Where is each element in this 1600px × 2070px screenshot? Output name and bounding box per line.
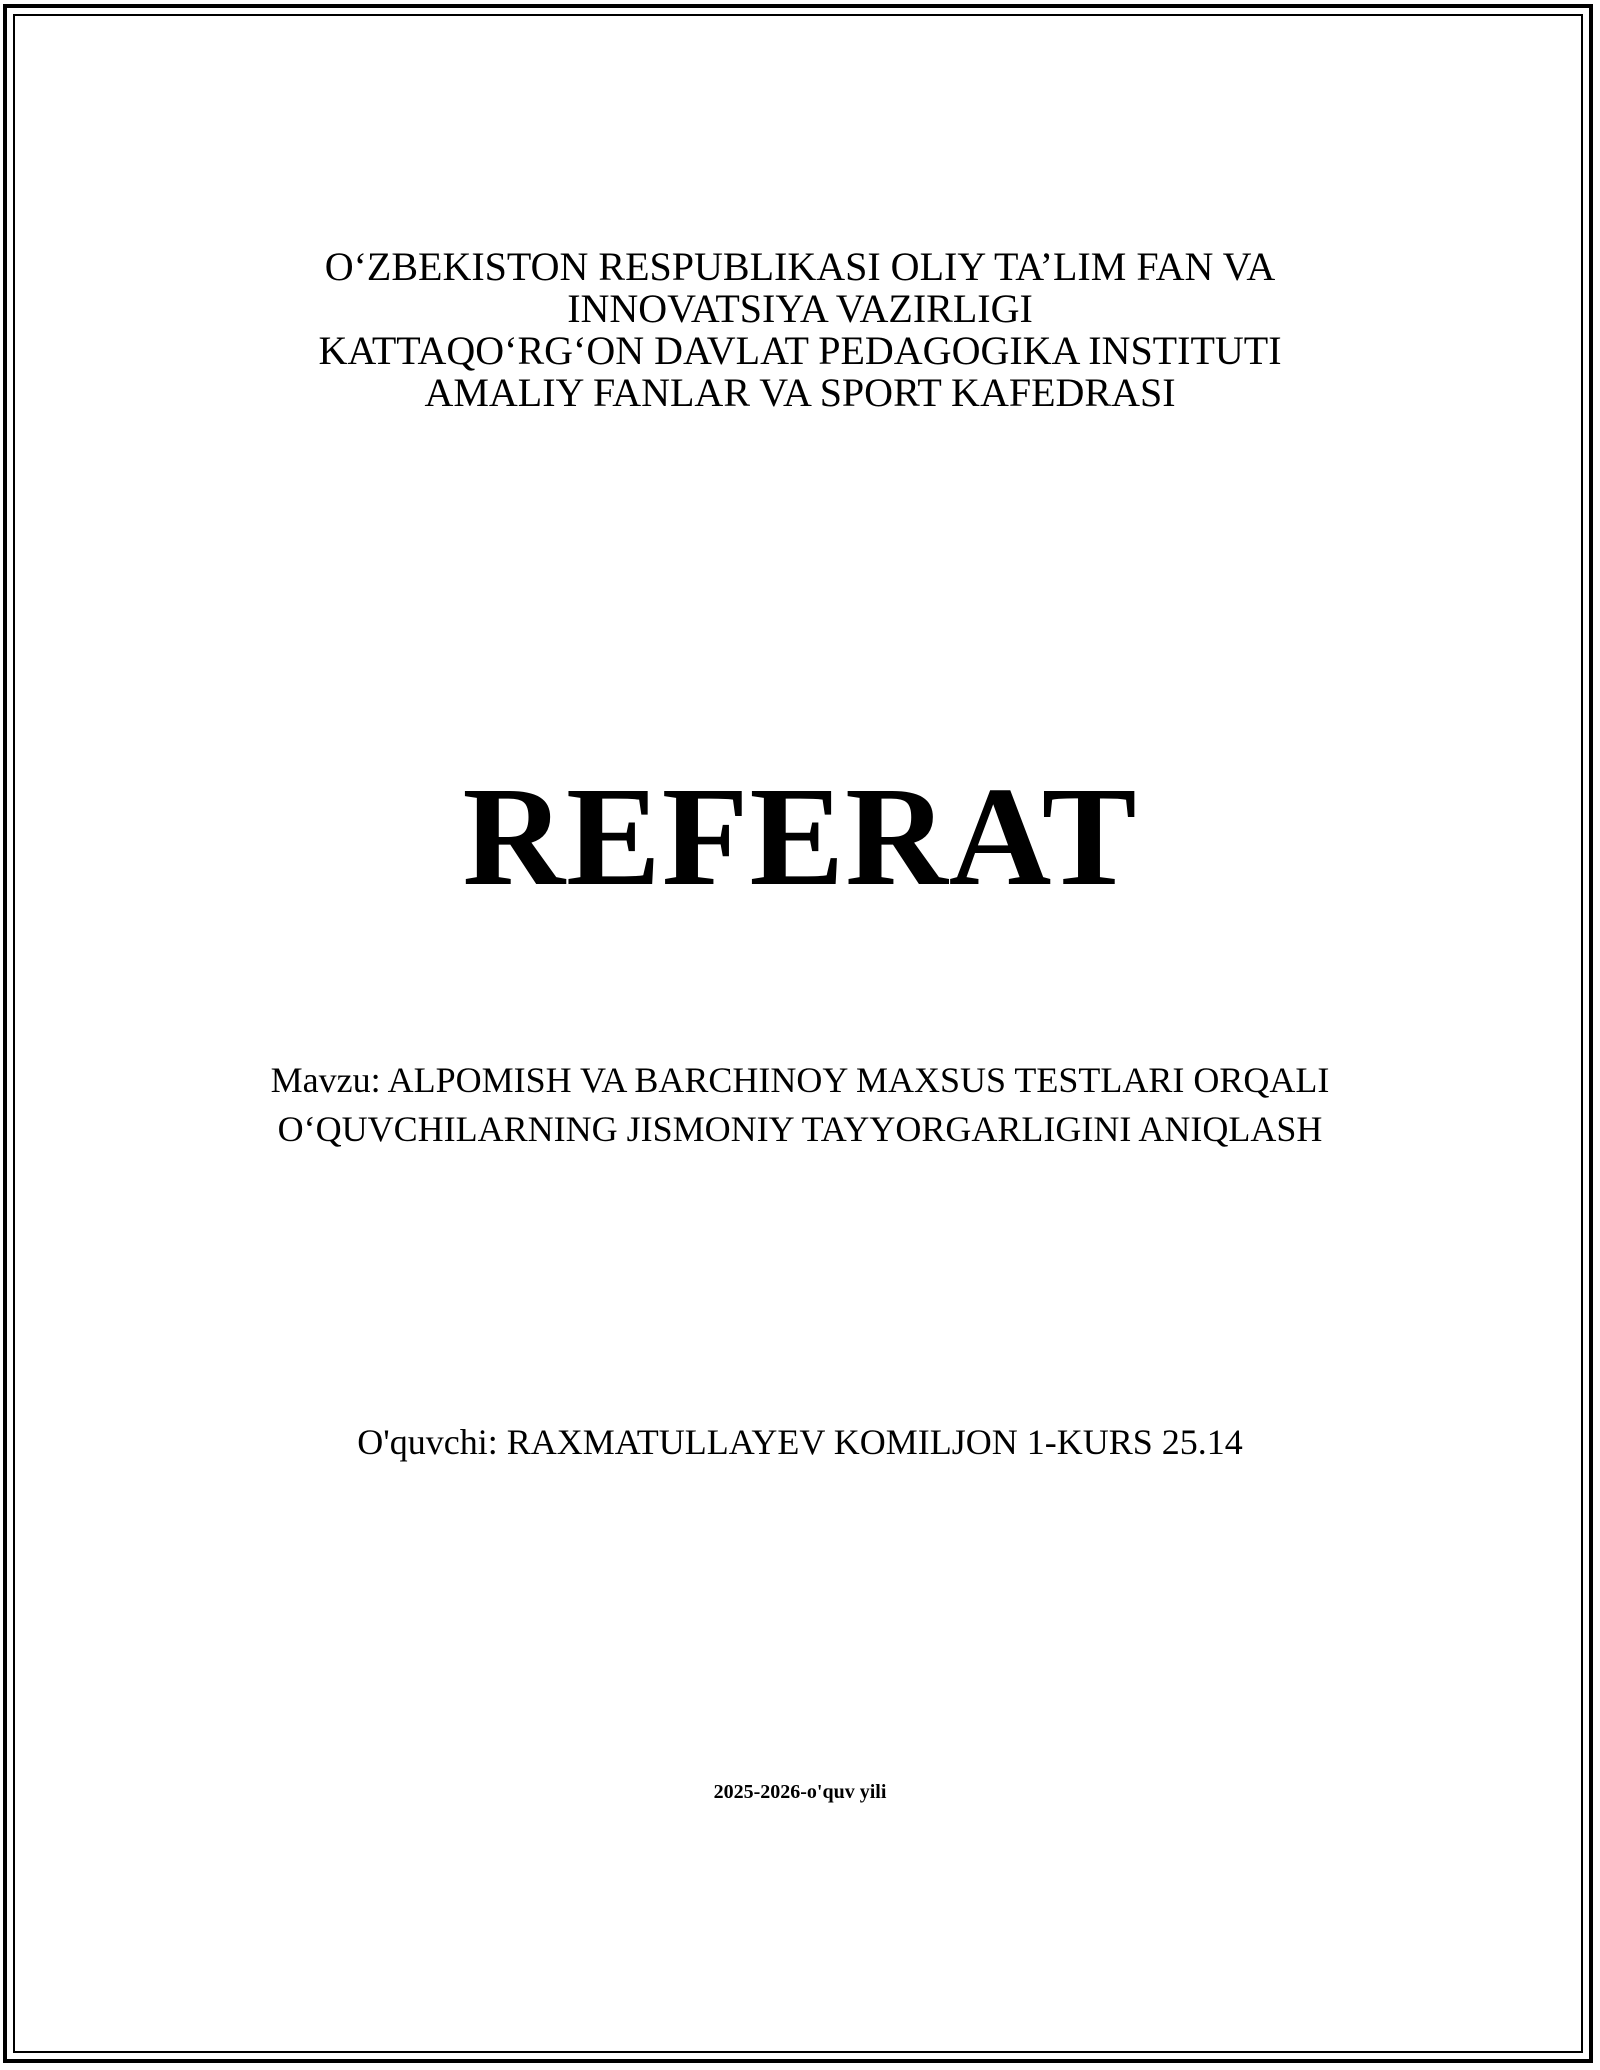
academic-year: 2025-2026-o'quv yili [713,1781,887,1803]
header-line-ministry-2: INNOVATSIYA VAZIRLIGI [567,286,1033,331]
topic-line-2: O‘QUVCHILARNING JISMONIY TAYYORGARLIGINI ANIQLASH [277,1109,1323,1149]
header-line-ministry-1: O‘ZBEKISTON RESPUBLIKASI OLIY TA’LIM FAN VA [324,244,1276,289]
header-line-institute: KATTAQO‘RG‘ON DAVLAT PEDAGOGIKA INSTITUTI [318,328,1282,373]
topic-block [0,1056,1600,1154]
topic-line-1: Mavzu: ALPOMISH VA BARCHINOY MAXSUS TESTLARI ORQALI [270,1060,1330,1100]
document-title: REFERAT [462,757,1138,915]
header-line-department: AMALIY FANLAR VA SPORT KAFEDRASI [424,370,1176,415]
student-info: O'quvchi: RAXMATULLAYEV KOMILJON 1-KURS 25.14 [357,1422,1243,1462]
institution-header [0,246,1600,414]
